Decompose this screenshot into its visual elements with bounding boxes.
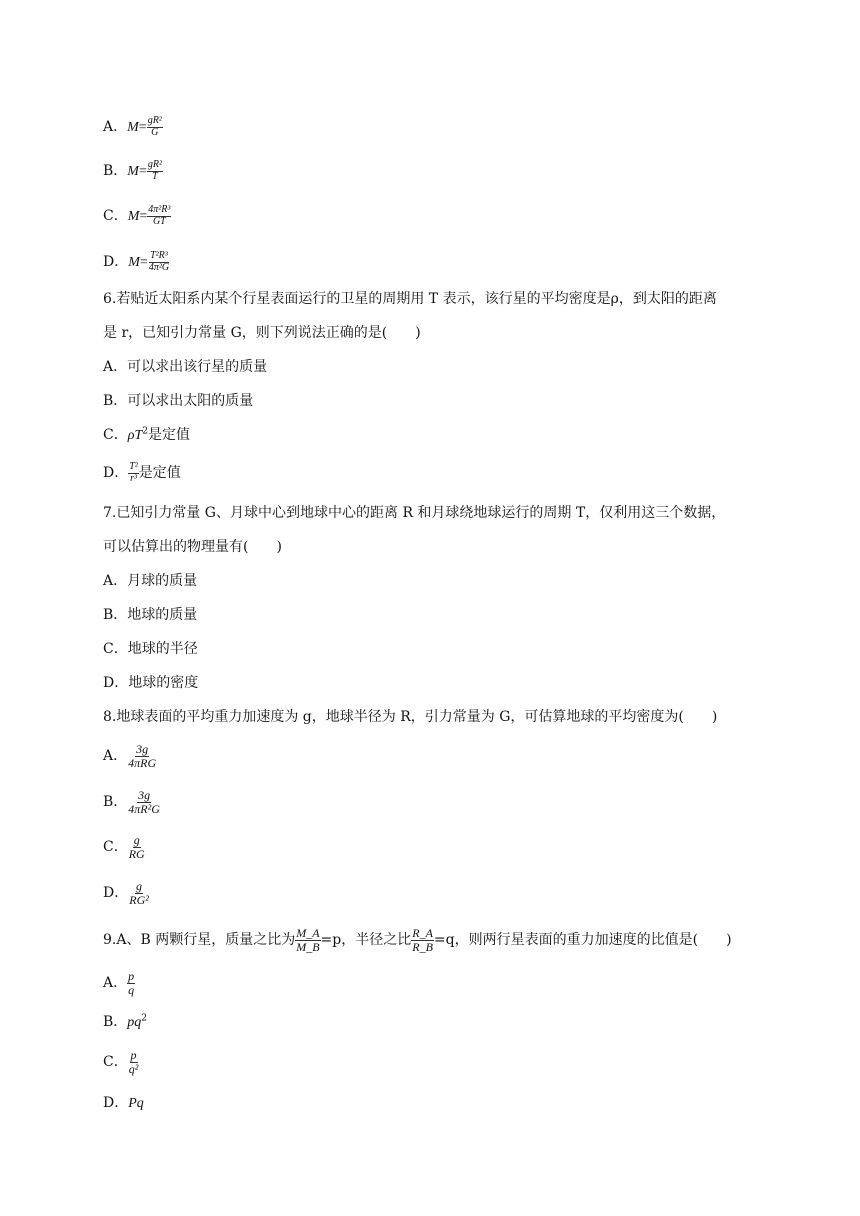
q7-option-b[interactable] [103, 605, 197, 625]
fraction-denominator: q² [128, 1061, 139, 1076]
fraction-numerator: g [136, 879, 143, 893]
option-fraction [127, 970, 135, 996]
option-label: B． [103, 607, 128, 623]
fraction-denominator: 4πR²G [128, 801, 160, 816]
q6-option-c[interactable] [103, 425, 190, 446]
option-eq: = [139, 255, 148, 270]
option-label: B． [103, 163, 128, 179]
q7-stem-line1: 7.已知引力常量 G、月球中心到地球中心的距离 R 和月球绕地球运行的周期 T，仅利用这三个数据， [103, 505, 726, 521]
option-fraction [128, 462, 139, 484]
option-fraction [128, 834, 146, 860]
option-eq: = [138, 120, 147, 135]
option-eq: = [139, 209, 148, 224]
option-label: B． [103, 393, 128, 409]
option-label: A． [103, 573, 128, 589]
option-fraction [127, 789, 161, 815]
fraction-denominator: RG [128, 846, 145, 861]
option-label: C． [103, 1054, 128, 1071]
option-label: D． [103, 1095, 129, 1111]
q5-option-a[interactable] [103, 116, 163, 138]
q9-option-d[interactable] [103, 1093, 144, 1114]
fraction-numerator: 4π²R³ [148, 204, 171, 215]
option-label: D． [103, 675, 129, 691]
option-fraction [127, 743, 157, 769]
q7-stem-line2: 可以估算出的物理量有( ) [103, 539, 282, 555]
option-label: A． [103, 359, 128, 375]
option-math: ρT [127, 428, 143, 443]
option-fraction [147, 116, 163, 138]
option-lhs: M [128, 255, 140, 270]
option-text: 是定值 [138, 465, 181, 481]
option-eq: = [138, 164, 147, 179]
fraction-denominator: RG² [129, 892, 149, 907]
fraction-denominator: 4πRG [128, 755, 157, 770]
option-text: 地球的半径 [127, 641, 198, 657]
option-label: C． [103, 641, 128, 657]
q5-option-c[interactable] [103, 205, 171, 227]
option-label: C． [103, 427, 128, 443]
option-fraction [128, 880, 150, 906]
q9-option-b[interactable] [103, 1012, 147, 1033]
fraction-denominator: M_B [296, 939, 320, 954]
fraction-numerator: M_A [296, 926, 320, 940]
option-text: 可以求出太阳的质量 [127, 393, 254, 409]
q9-option-c[interactable] [103, 1049, 139, 1075]
fraction-numerator: T² [129, 461, 138, 472]
option-label: C． [103, 839, 128, 856]
option-text: 月球的质量 [127, 573, 198, 589]
option-lhs: M [127, 209, 140, 224]
option-text: 地球的密度 [128, 675, 199, 691]
q8-option-b[interactable] [103, 789, 161, 815]
q5-option-b[interactable] [103, 160, 163, 182]
option-fraction [147, 205, 171, 227]
fraction-numerator: R_A [412, 926, 433, 940]
q5-option-d[interactable] [103, 251, 170, 273]
fraction-denominator: G [151, 126, 159, 138]
q6-option-d[interactable] [103, 462, 181, 484]
option-fraction [128, 1049, 140, 1075]
q9-stem-pre: 9.A、B 两颗行星，质量之比为 [103, 932, 296, 949]
fraction-denominator: 4π²G [148, 261, 170, 273]
fraction-denominator: q [128, 982, 135, 997]
fraction-numerator: 3g [138, 788, 151, 802]
q9-stem [103, 927, 732, 953]
fraction-denominator: T [152, 170, 158, 182]
option-label: C． [103, 208, 128, 224]
q6-stem-line2: 是 r，已知引力常量 G，则下列说法正确的是( ) [103, 325, 421, 341]
q9-stem-mid: =p，半径之比 [320, 932, 412, 949]
q7-option-d[interactable] [103, 673, 198, 693]
fraction-denominator: r³ [130, 472, 137, 484]
fraction-denominator: GT [152, 215, 166, 227]
fraction-denominator: R_B [412, 939, 433, 954]
q9-stem-post: =q，则两行星表面的重力加速度的比值是( ) [433, 932, 732, 949]
q6-stem-line1: 6.若贴近太阳系内某个行星表面运行的卫星的周期用 T 表示，该行星的平均密度是ρ，到太阳的距离 [103, 291, 717, 307]
fraction-numerator: 3g [136, 742, 149, 756]
option-label: A． [103, 748, 128, 765]
option-label: B． [103, 794, 128, 811]
option-label: A． [103, 975, 128, 992]
option-fraction [148, 251, 170, 273]
option-math: pq [127, 1015, 142, 1030]
option-lhs: M [127, 164, 139, 179]
option-label: D． [103, 254, 129, 270]
fraction-numerator: gR² [147, 159, 162, 170]
q6-option-a[interactable] [103, 357, 267, 377]
option-text: 地球的质量 [127, 607, 198, 623]
option-lhs: M [127, 120, 139, 135]
fraction-numerator: g [133, 833, 140, 847]
option-label: D． [103, 885, 129, 902]
option-fraction [147, 160, 163, 182]
fraction-numerator: gR² [147, 115, 162, 126]
q7-option-a[interactable] [103, 571, 197, 591]
q6-option-b[interactable] [103, 391, 253, 411]
fraction-numerator: p [130, 1048, 137, 1062]
q8-option-a[interactable] [103, 743, 157, 769]
q8-stem: 8.地球表面的平均重力加速度为 g，地球半径为 R，引力常量为 G，可估算地球的平均密度为( ) [103, 709, 718, 725]
option-superscript: 2 [142, 426, 148, 437]
option-text: 是定值 [147, 427, 190, 443]
option-superscript: 2 [141, 1013, 148, 1024]
fraction-numerator: p [128, 969, 135, 983]
option-text: 可以求出该行星的质量 [127, 359, 268, 375]
radius-ratio-fraction [411, 927, 434, 953]
mass-ratio-fraction [295, 927, 320, 953]
q9-option-a[interactable] [103, 970, 135, 996]
option-label: B． [103, 1014, 128, 1030]
fraction-numerator: T²R³ [150, 250, 168, 261]
option-label: D． [103, 465, 129, 481]
q8-option-d[interactable] [103, 880, 150, 906]
option-math: Pq [128, 1096, 144, 1111]
option-label: A． [103, 119, 128, 135]
q7-option-c[interactable] [103, 639, 198, 659]
q8-option-c[interactable] [103, 834, 146, 860]
